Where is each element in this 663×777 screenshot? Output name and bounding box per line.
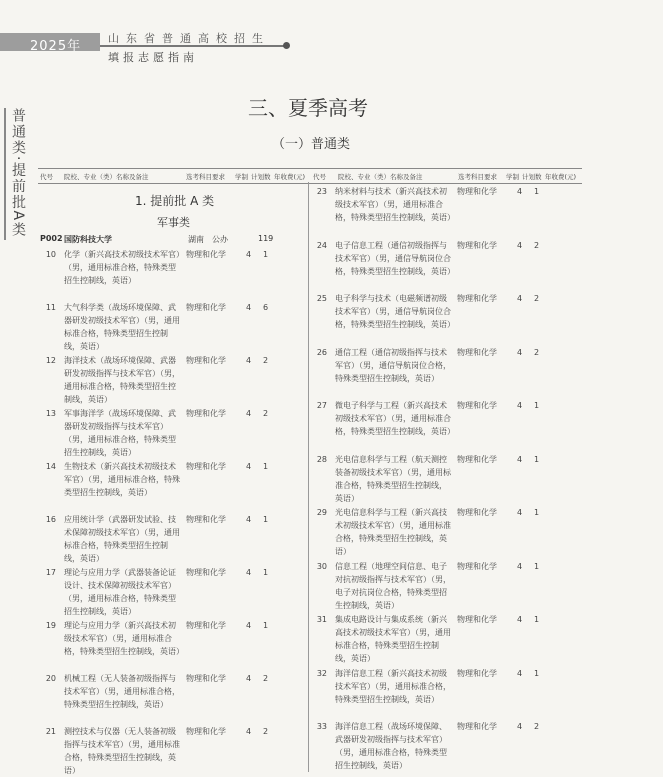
row-subject: 物理和化学 (457, 347, 497, 357)
row-subject: 物理和化学 (186, 568, 226, 577)
row-count: 1 (534, 454, 540, 464)
row-code: 25 (316, 294, 327, 303)
row-count: 1 (263, 250, 269, 259)
header-divider (100, 45, 286, 47)
row-length: 4 (517, 401, 523, 410)
row-length: 4 (517, 615, 523, 624)
row-name: 理论与应用力学（新兴高技术初级技术军官）（男，通用标准合格，特殊类型招生控制线，英语） (64, 621, 184, 656)
header-bottom-title: 填报志愿指南 (108, 51, 198, 64)
row-length: 4 (246, 727, 252, 736)
row-name: 纳米材料与技术（新兴高技术初级技术军官）（男，通用标准合格，特殊类型招生控制线，英语） (335, 187, 455, 222)
row-code: 27 (316, 401, 327, 410)
table-header (38, 168, 582, 184)
row-count: 2 (263, 727, 269, 736)
year-label: 2025年 (30, 39, 82, 54)
row-code: 21 (45, 727, 56, 736)
row-length: 4 (517, 294, 523, 303)
row-subject: 物理和化学 (457, 240, 497, 250)
row-count: 1 (534, 615, 540, 624)
row-name: 光电信息科学与工程（新兴高技术初级技术军官）（男，通用标准合格，特殊类型招生控制线，英语） (335, 508, 451, 556)
row-code: 26 (316, 347, 327, 357)
row-code: 19 (45, 621, 56, 630)
row-code: 24 (316, 240, 327, 250)
row-name: 电子科学与技术（电磁频谱初级技术军官）（男，通信导航岗位合格，特殊类型招生控制线，英语） (335, 294, 455, 329)
row-length: 4 (517, 508, 523, 517)
row-count: 1 (263, 515, 269, 524)
row-name: 机械工程（无人装备初级指挥与技术军官）（男，通用标准合格，特殊类型招生控制线，英语） (64, 674, 180, 709)
row-name: 大气科学类（战场环境保障、武器研发初级技术军官）（男，通用标准合格，特殊类型招生控制线，英语） (64, 303, 180, 351)
row-subject: 物理和化学 (457, 668, 497, 678)
row-count: 2 (534, 722, 540, 731)
row-name: 通信工程（通信初级指挥与技术军官）（男，通信导航岗位合格，特殊类型招生控制线，英语） (335, 347, 451, 383)
row-length: 4 (246, 462, 252, 471)
row-code: 30 (316, 561, 327, 571)
row-name: 化学（新兴高技术初级技术军官）（男，通用标准合格，特殊类型招生控制线，英语） (64, 250, 180, 285)
row-length: 4 (246, 356, 252, 365)
row-count: 2 (534, 347, 540, 357)
row-count: 1 (534, 668, 540, 678)
row-code: 10 (45, 250, 56, 259)
header-top-title: 山东省普通高校招生 (108, 32, 270, 45)
table-row (38, 460, 306, 511)
row-name: 军事海洋学（战场环境保障、武器研发初级指挥与技术军官）（男，通用标准合格，特殊类型招生控制线，英语） (64, 409, 176, 457)
row-subject: 物理和化学 (457, 294, 497, 303)
row-count: 1 (263, 621, 269, 630)
row-count: 2 (534, 294, 540, 303)
batch-title: 1. 提前批 A 类 (135, 194, 215, 208)
page-title: 三、夏季高考 (248, 96, 368, 120)
header-code-left: 代号 (40, 173, 53, 181)
table-row (38, 301, 306, 352)
row-count: 1 (534, 401, 540, 410)
row-code: 17 (45, 568, 56, 577)
table-row (309, 185, 577, 237)
row-count: 1 (534, 187, 540, 196)
row-subject: 物理和化学 (186, 462, 226, 471)
row-code: 16 (45, 515, 56, 524)
row-length: 4 (517, 668, 523, 678)
row-length: 4 (517, 454, 523, 464)
header-name-right: 院校、专业（类）名称及备注 (338, 173, 423, 181)
row-code: 20 (45, 674, 56, 683)
side-tab (4, 108, 26, 240)
row-length: 4 (517, 347, 523, 357)
header-count-left: 计划数 (251, 173, 271, 181)
row-length: 4 (246, 303, 252, 312)
row-subject: 物理和化学 (186, 674, 226, 683)
table-row (38, 248, 306, 299)
row-subject: 物理和化学 (186, 409, 226, 418)
row-code: 13 (45, 409, 56, 418)
school-total: 119 (258, 234, 274, 243)
row-name: 海洋信息工程（新兴高技术初级技术军官）（男，通用标准合格，特殊类型招生控制线，英语） (335, 668, 451, 704)
row-subject: 物理和化学 (457, 454, 497, 464)
header-dot (283, 42, 290, 49)
row-name: 海洋技术（战场环境保障、武器研发初级指挥与技术军官）（男，通用标准合格，特殊类型招生控制线，英语） (64, 356, 180, 404)
row-subject: 物理和化学 (186, 303, 226, 312)
row-subject: 物理和化学 (457, 561, 497, 571)
row-name: 电子信息工程（通信初级指挥与技术军官）（男，通信导航岗位合格，特殊类型招生控制线，英语） (335, 240, 455, 276)
row-code: 12 (45, 356, 56, 365)
row-length: 4 (246, 621, 252, 630)
row-count: 1 (263, 568, 269, 577)
row-subject: 物理和化学 (457, 508, 497, 517)
table-row (309, 399, 577, 451)
category-title: 军事类 (157, 216, 190, 229)
row-subject: 物理和化学 (457, 187, 497, 196)
row-count: 2 (534, 240, 540, 250)
row-count: 1 (534, 561, 540, 571)
table-row (309, 239, 577, 291)
school-type: 公办 (212, 235, 228, 244)
table-row (309, 560, 577, 612)
table-row (309, 667, 577, 719)
table-row (38, 725, 306, 776)
header-subject-left: 选考科目要求 (186, 173, 225, 181)
row-name: 微电子科学与工程（新兴高技术初级技术军官）（男，通用标准合格，特殊类型招生控制线，英语） (335, 401, 455, 436)
row-length: 4 (246, 409, 252, 418)
row-code: 14 (45, 462, 56, 471)
row-count: 6 (263, 303, 269, 312)
row-subject: 物理和化学 (186, 621, 226, 630)
row-name: 应用统计学（武器研发试验、技术保障初级技术军官）（男，通用标准合格，特殊类型招生控制线，英语） (64, 515, 180, 563)
row-code: 11 (45, 303, 56, 312)
row-code: 23 (316, 187, 327, 196)
table-row (309, 506, 577, 558)
table-row (309, 453, 577, 505)
table-row (309, 720, 577, 772)
row-length: 4 (517, 240, 523, 250)
table-row (309, 292, 577, 344)
row-length: 4 (246, 674, 252, 683)
table-row (38, 672, 306, 723)
row-code: 29 (316, 508, 327, 517)
row-subject: 物理和化学 (186, 356, 226, 365)
row-name: 生物技术（新兴高技术初级技术军官）（男，通用标准合格，特殊类型招生控制线，英语） (64, 462, 180, 497)
row-name: 海洋信息工程（战场环境保障、武器研发初级指挥与技术军官）（男，通用标准合格，特殊类型招生控制线，英语） (335, 722, 447, 770)
row-subject: 物理和化学 (186, 515, 226, 524)
row-subject: 物理和化学 (457, 722, 497, 731)
school-name: 国防科技大学 (64, 235, 112, 244)
row-count: 2 (263, 356, 269, 365)
row-subject: 物理和化学 (186, 250, 226, 259)
school-code: P002 (40, 234, 63, 243)
school-location: 湖南 (188, 235, 204, 244)
row-name: 光电信息科学与工程（航天测控装备初级技术军官）（男，通用标准合格，特殊类型招生控制线，英语） (335, 454, 451, 503)
row-name: 集成电路设计与集成系统（新兴高技术初级技术军官）（男，通用标准合格，特殊类型招生控制线，英语） (335, 615, 451, 663)
table-row (38, 513, 306, 564)
table-row (38, 566, 306, 617)
row-name: 测控技术与仪器（无人装备初级指挥与技术军官）（男，通用标准合格，特殊类型招生控制线，英语） (64, 727, 180, 775)
row-count: 2 (263, 409, 269, 418)
header-count-right: 计划数 (522, 173, 542, 181)
header-length-left: 学制 (235, 173, 248, 181)
row-code: 28 (316, 454, 327, 464)
table-row (309, 613, 577, 665)
row-length: 4 (517, 187, 523, 196)
row-subject: 物理和化学 (457, 615, 497, 624)
row-code: 32 (316, 668, 327, 678)
row-code: 31 (316, 615, 327, 624)
header-fee-right: 年收费(元) (545, 173, 577, 181)
row-count: 2 (263, 674, 269, 683)
row-length: 4 (517, 561, 523, 571)
header-fee-left: 年收费(元) (274, 173, 306, 181)
row-name: 信息工程（地理空间信息、电子对抗初级指挥与技术军官）（男，电子对抗岗位合格，特殊类型招生控制线，英语） (335, 561, 451, 610)
table-row (38, 619, 306, 670)
row-length: 4 (517, 722, 523, 731)
row-length: 4 (246, 515, 252, 524)
table-row (309, 346, 577, 398)
header-name-left: 院校、专业（类）名称及备注 (64, 173, 149, 181)
header-subject-right: 选考科目要求 (458, 173, 497, 181)
table-row (38, 354, 306, 405)
side-tab-text: 普通类·提前批A类 (10, 108, 26, 239)
row-count: 1 (534, 508, 540, 517)
row-code: 33 (316, 722, 327, 731)
row-count: 1 (263, 462, 269, 471)
row-subject: 物理和化学 (186, 727, 226, 736)
header-length-right: 学制 (506, 173, 519, 181)
page-subtitle: （一）普通类 (272, 137, 351, 152)
header-code-right: 代号 (313, 173, 326, 181)
table-row (38, 407, 306, 458)
row-length: 4 (246, 250, 252, 259)
row-length: 4 (246, 568, 252, 577)
row-name: 理论与应用力学（武器装备论证设计、技术保障初级技术军官）（男，通用标准合格，特殊类型招生控制线，英语） (64, 568, 176, 616)
row-subject: 物理和化学 (457, 401, 497, 410)
